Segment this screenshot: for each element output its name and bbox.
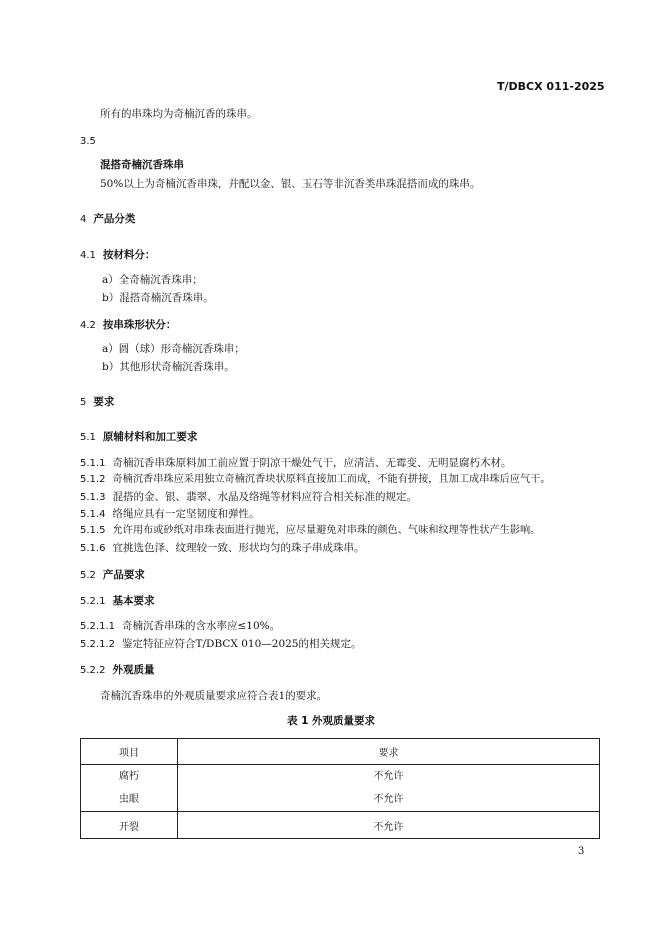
table-cell-item-wormhole: 虫眼 bbox=[119, 794, 139, 805]
table-header-row bbox=[81, 739, 600, 765]
clause-5-1-2-text: 奇楠沉香串珠应采用独立奇楠沉香块状原料直接加工而成，不能有拼接，且加工成串珠后应气干。 bbox=[112, 474, 551, 485]
clause-3-5-definition: 50%以上为奇楠沉香串珠，并配以金、银、玉石等非沉香类串珠混搭而成的珠串。 bbox=[100, 178, 481, 190]
table-cell-item-decay: 腐朽 bbox=[119, 771, 139, 782]
table-cell-req-crack: 不允许 bbox=[178, 812, 600, 839]
clause-5-1-4 bbox=[80, 507, 259, 522]
clause-5-1-5 bbox=[80, 524, 540, 538]
table-cell-item-crack: 开裂 bbox=[81, 812, 178, 839]
clause-5-1-4-text: 络绳应具有一定坚韧度和弹性。 bbox=[112, 508, 260, 520]
document-code: T/DBCX 011-2025 bbox=[497, 80, 605, 93]
clause-5-1-4-number: 5.1.4 bbox=[80, 509, 106, 520]
clause-5-2-title: 产品要求 bbox=[102, 569, 145, 581]
clause-4-1-title: 按材料分： bbox=[102, 249, 156, 261]
clause-5-1-3-text: 混搭的金、银、翡翠、水晶及络绳等材料应符合相关标准的规定。 bbox=[112, 491, 417, 503]
table-row bbox=[81, 765, 600, 812]
clause-5-1-6-text: 宜挑选色泽、纹理较一致、形状均匀的珠子串成珠串。 bbox=[112, 542, 365, 554]
clause-5-2-2-text: 奇楠沉香珠串的外观质量要求应符合表1的要求。 bbox=[100, 690, 328, 702]
section-4-heading bbox=[80, 212, 135, 227]
list-item-4-1-a: a）全奇楠沉香珠串； bbox=[102, 274, 203, 286]
table-row bbox=[81, 812, 600, 839]
table-cell-req-wormhole: 不允许 bbox=[373, 794, 404, 805]
clause-5-2-1-2-text: 鉴定特征应符合T/DBCX 010—2025的相关规定。 bbox=[122, 638, 362, 650]
list-item-4-2-b: b）其他形状奇楠沉香珠串。 bbox=[102, 361, 235, 373]
clause-5-1-title: 原辅材料和加工要求 bbox=[102, 431, 198, 443]
clause-5-1-6 bbox=[80, 541, 364, 556]
clause-5-2-heading bbox=[80, 568, 145, 583]
clause-5-2-2-heading bbox=[80, 663, 154, 678]
clause-5-1-2-number: 5.1.2 bbox=[80, 474, 106, 485]
page-number: 3 bbox=[578, 846, 585, 857]
table-header-requirement: 要求 bbox=[178, 739, 600, 765]
clause-5-1-6-number: 5.1.6 bbox=[80, 543, 106, 554]
clause-5-2-1-number: 5.2.1 bbox=[80, 596, 106, 607]
clause-5-2-2-title: 外观质量 bbox=[112, 664, 155, 676]
clause-5-2-1-2 bbox=[80, 637, 361, 652]
clause-5-2-2-number: 5.2.2 bbox=[80, 665, 106, 676]
intro-line: 所有的串珠均为奇楠沉香的珠串。 bbox=[100, 108, 258, 120]
clause-5-1-1-number: 5.1.1 bbox=[80, 458, 106, 469]
section-5-title: 要求 bbox=[93, 396, 115, 408]
clause-5-2-number: 5.2 bbox=[80, 570, 96, 581]
clause-4-2-heading bbox=[80, 318, 176, 333]
clause-5-2-1-title: 基本要求 bbox=[112, 595, 155, 607]
clause-3-5-term: 混搭奇楠沉香珠串 bbox=[100, 159, 184, 171]
list-item-4-1-b: b）混搭奇楠沉香珠串。 bbox=[102, 292, 214, 304]
section-4-number: 4 bbox=[80, 214, 87, 225]
clause-5-2-1-1 bbox=[80, 619, 280, 634]
clause-4-2-number: 4.2 bbox=[80, 320, 96, 331]
section-5-number: 5 bbox=[80, 397, 87, 408]
clause-5-2-1-1-number: 5.2.1.1 bbox=[80, 621, 115, 632]
table-cell-item bbox=[81, 765, 178, 812]
clause-4-1-number: 4.1 bbox=[80, 250, 96, 261]
section-4-title: 产品分类 bbox=[93, 213, 136, 225]
clause-5-2-1-2-number: 5.2.1.2 bbox=[80, 639, 115, 650]
quality-table bbox=[80, 738, 600, 839]
table-cell-req-decay: 不允许 bbox=[373, 771, 404, 782]
clause-5-1-3-number: 5.1.3 bbox=[80, 492, 106, 503]
table-cell-requirement bbox=[178, 765, 600, 812]
clause-5-1-heading bbox=[80, 430, 197, 445]
section-5-heading bbox=[80, 395, 114, 410]
list-item-4-2-a: a）圆（球）形奇楠沉香珠串； bbox=[102, 343, 245, 355]
clause-4-2-title: 按串珠形状分： bbox=[102, 319, 177, 331]
clause-5-1-5-number: 5.1.5 bbox=[80, 525, 106, 536]
clause-5-1-2 bbox=[80, 473, 551, 487]
clause-5-1-5-text: 允许用布或砂纸对串珠表面进行抛光，应尽量避免对串珠的颜色、气味和纹理等性状产生影响。 bbox=[112, 525, 541, 536]
table-header-item: 项目 bbox=[81, 739, 178, 765]
clause-4-1-heading bbox=[80, 248, 155, 263]
clause-5-2-1-1-text: 奇楠沉香串珠的含水率应≤10%。 bbox=[122, 620, 281, 632]
table-caption: 表 1 外观质量要求 bbox=[286, 715, 376, 727]
clause-3-5-number: 3.5 bbox=[80, 136, 96, 147]
clause-5-1-1 bbox=[80, 456, 511, 471]
clause-5-1-number: 5.1 bbox=[80, 432, 96, 443]
clause-5-1-3 bbox=[80, 490, 417, 505]
clause-5-1-1-text: 奇楠沉香串珠原料加工前应置于阴凉干燥处气干，应清洁、无霉变、无明显腐朽木材。 bbox=[112, 457, 512, 469]
clause-5-2-1-heading bbox=[80, 594, 154, 609]
